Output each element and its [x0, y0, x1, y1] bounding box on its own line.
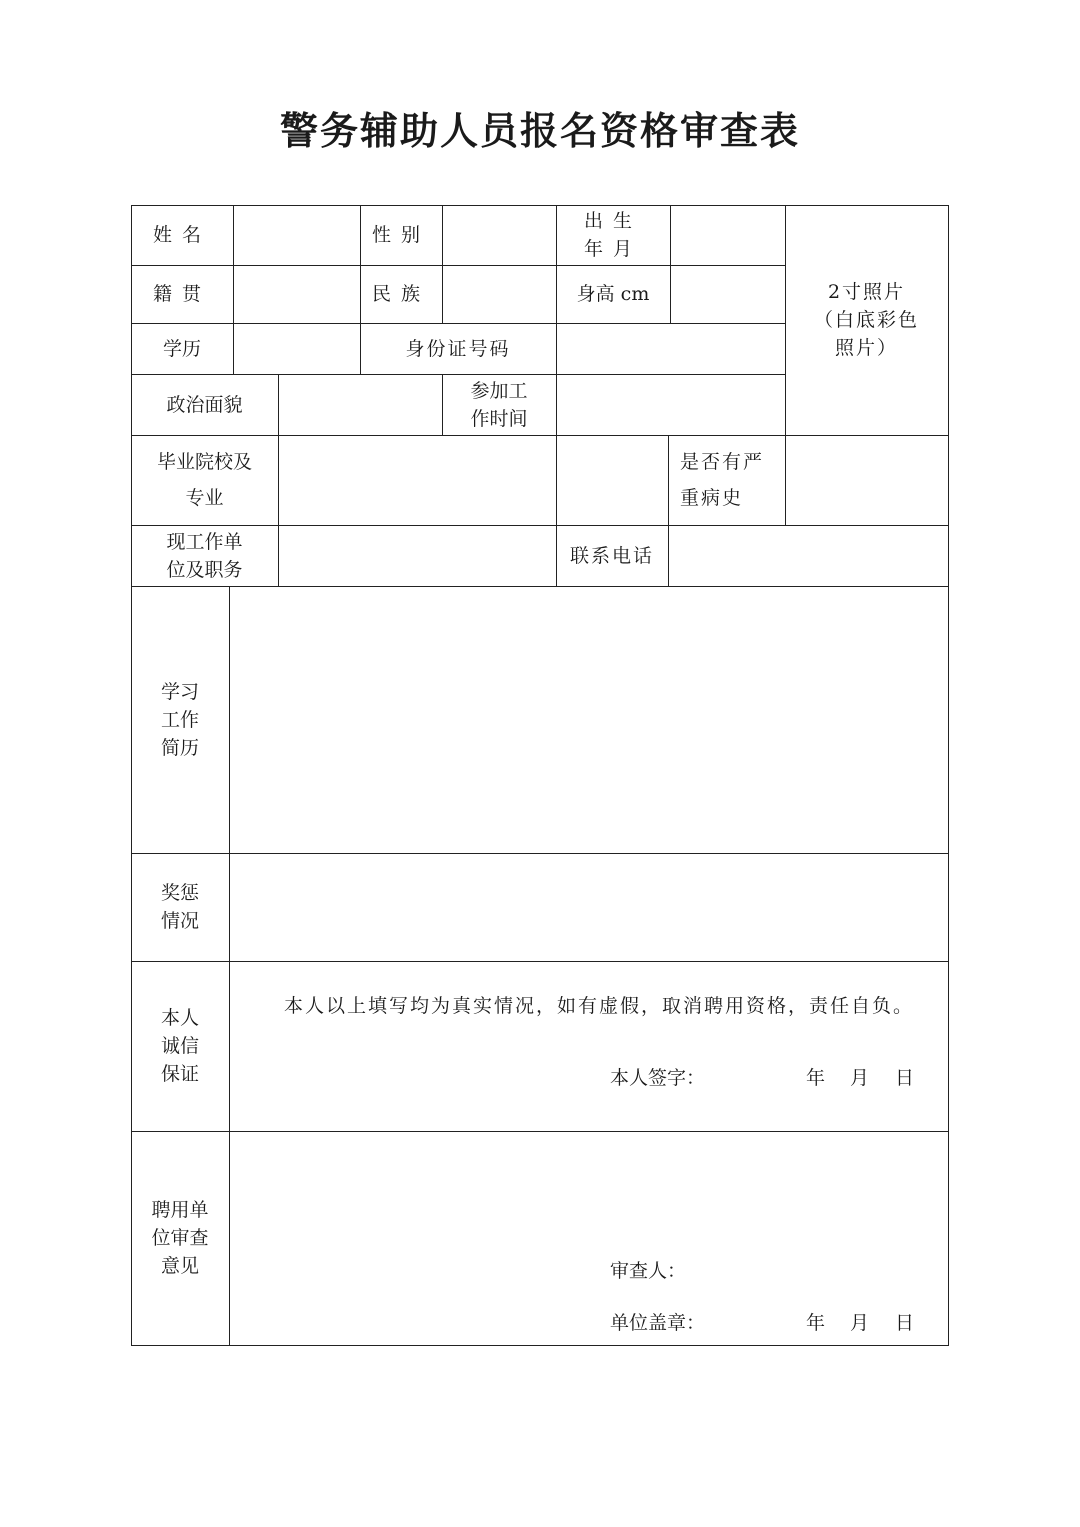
- awards-field[interactable]: [229, 853, 948, 961]
- label-resume-line1: 学习: [160, 680, 199, 703]
- pledge-day-label: 日: [895, 1067, 915, 1089]
- gender-field[interactable]: [442, 205, 556, 265]
- label-pledge-line3: 保证: [160, 1063, 199, 1085]
- label-phone: 联系电话: [569, 544, 654, 567]
- label-review-line2: 位审查: [151, 1227, 209, 1249]
- pledge-year-label: 年: [806, 1067, 826, 1089]
- label-birth-date: [556, 205, 670, 265]
- label-resume-line2: 工作: [160, 708, 199, 731]
- label-illness-line1: 是否有严: [680, 451, 765, 473]
- label-gender: 性别: [371, 224, 430, 246]
- photo-label-line2: （白底彩色: [813, 309, 919, 331]
- phone-field[interactable]: [668, 525, 948, 586]
- row-divider: [131, 961, 949, 962]
- label-review-line1: 聘用单: [151, 1199, 209, 1221]
- label-work-start-line1: 参加工: [470, 379, 528, 402]
- reviewer-field[interactable]: [691, 1250, 891, 1284]
- education-field[interactable]: [233, 323, 360, 374]
- label-height: 身高 cm: [576, 283, 650, 305]
- photo-box[interactable]: [785, 205, 948, 435]
- form-title: 警务辅助人员报名资格审查表: [279, 109, 800, 153]
- label-resume-line3: 简历: [160, 736, 199, 759]
- table-border-right: [948, 205, 949, 1346]
- label-name: 姓名: [152, 224, 211, 246]
- label-school-major: [131, 435, 278, 525]
- pledge-month-label: 月: [850, 1067, 870, 1089]
- label-awards: [131, 853, 229, 961]
- row-divider: [131, 1131, 949, 1132]
- label-review-line3: 意见: [160, 1255, 199, 1277]
- photo-label-line3: 照片）: [834, 337, 898, 359]
- id-number-field[interactable]: [556, 323, 785, 374]
- signature-field[interactable]: [708, 1057, 798, 1091]
- label-birth-line1: 出生: [583, 210, 642, 232]
- label-serious-illness: [668, 435, 785, 525]
- label-employer-line1: 现工作单: [166, 530, 243, 553]
- registration-form-table: [131, 205, 949, 1346]
- height-field[interactable]: [670, 265, 785, 323]
- review-month-label: 月: [850, 1312, 870, 1334]
- label-native-place: 籍贯: [152, 283, 211, 305]
- birth-date-field[interactable]: [670, 205, 785, 265]
- native-place-field[interactable]: [233, 265, 360, 323]
- label-ethnicity: 民族: [371, 283, 430, 305]
- label-political-status: 政治面貌: [166, 393, 243, 416]
- label-employer-line2: 位及职务: [166, 558, 243, 581]
- label-pledge-line1: 本人: [160, 1007, 199, 1029]
- label-birth-line2: 年月: [583, 238, 642, 260]
- label-work-start-line2: 作时间: [470, 407, 528, 430]
- employer-review-field[interactable]: [241, 1141, 937, 1241]
- political-status-field[interactable]: [278, 374, 442, 435]
- label-current-employer: [131, 525, 278, 586]
- label-school-line2: 专业: [185, 487, 224, 509]
- label-awards-line2: 情况: [160, 910, 199, 932]
- name-field[interactable]: [233, 205, 360, 265]
- work-start-time-field[interactable]: [556, 374, 785, 435]
- review-year-label: 年: [806, 1312, 826, 1334]
- label-work-start-time: [442, 374, 556, 435]
- label-id-number: 身份证号码: [405, 337, 511, 360]
- review-day-label: 日: [895, 1312, 915, 1334]
- pledge-statement: 本人以上填写均为真实情况，如有虚假，取消聘用资格，责任自负。: [284, 995, 915, 1017]
- signature-label: 本人签字：: [610, 1067, 706, 1089]
- table-border-bottom: [131, 1345, 949, 1346]
- label-resume: [131, 586, 229, 853]
- label-pledge-line2: 诚信: [160, 1035, 199, 1057]
- reviewer-label: 审查人：: [610, 1260, 687, 1282]
- label-awards-line1: 奖惩: [160, 882, 199, 904]
- label-pledge: [131, 961, 229, 1131]
- ethnicity-field[interactable]: [442, 265, 556, 323]
- current-employer-field[interactable]: [278, 525, 556, 586]
- label-education: 学历: [162, 337, 201, 360]
- resume-field[interactable]: [229, 586, 948, 853]
- label-illness-line2: 重病史: [680, 487, 744, 509]
- label-employer-review: [131, 1131, 229, 1345]
- school-major-field[interactable]: [278, 435, 668, 525]
- serious-illness-field[interactable]: [785, 435, 948, 525]
- photo-label-line1: 2寸照片: [827, 281, 906, 303]
- seal-label: 单位盖章：: [610, 1312, 706, 1334]
- label-school-line1: 毕业院校及: [156, 451, 252, 473]
